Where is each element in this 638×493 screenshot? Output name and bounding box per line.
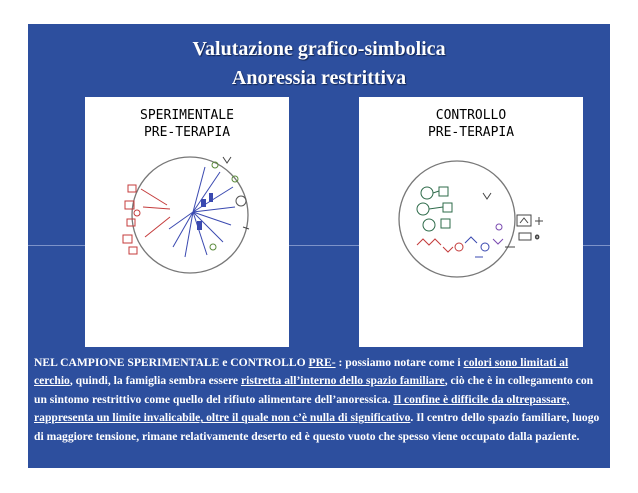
slide [28, 24, 610, 468]
text-segment: . Il centro dello spazio familiare, luogo di maggiore tensione, rimane relativamente deserto ed è questo vuoto che spesso viene occupato dalla paziente. [34, 411, 600, 443]
description-text [34, 354, 606, 446]
experimental-drawing-panel [85, 97, 289, 347]
experimental-family-drawing [85, 97, 289, 347]
slide-title: Valutazione grafico-simbolica [192, 38, 446, 60]
slide-subtitle: Anoressia restrittiva [231, 67, 407, 89]
control-caption: CONTROLLO [435, 108, 507, 123]
text-segment-underlined: PRE- [308, 356, 336, 369]
text-segment: NEL CAMPIONE SPERIMENTALE e CONTROLLO [34, 356, 309, 369]
control-family-drawing [359, 97, 583, 347]
text-segment-underlined: ristretta all’interno dello spazio familiare [240, 374, 445, 388]
control-drawing-panel [359, 97, 583, 347]
experimental-caption-phase: PRE-TERAPIA [143, 125, 231, 140]
control-caption-phase: PRE-TERAPIA [427, 125, 515, 140]
text-segment: , ciò che è in collegamento con un sintomo restrittivo come quello del rifiuto alimentare dell’anoressica. [34, 374, 594, 406]
text-segment-underlined: Il confine è difficile da oltrepassare, rappresenta un limite invalicabile, oltre il quale non c’è nulla di significativo [34, 392, 570, 425]
text-segment-underlined: colori sono limitati al cerchio [34, 356, 569, 388]
text-segment: : possiamo notare come i [335, 356, 464, 369]
svg-text:o: o [535, 233, 540, 241]
experimental-caption: SPERIMENTALE [140, 108, 234, 123]
text-segment: , quindi, la famiglia sembra essere [69, 374, 241, 388]
